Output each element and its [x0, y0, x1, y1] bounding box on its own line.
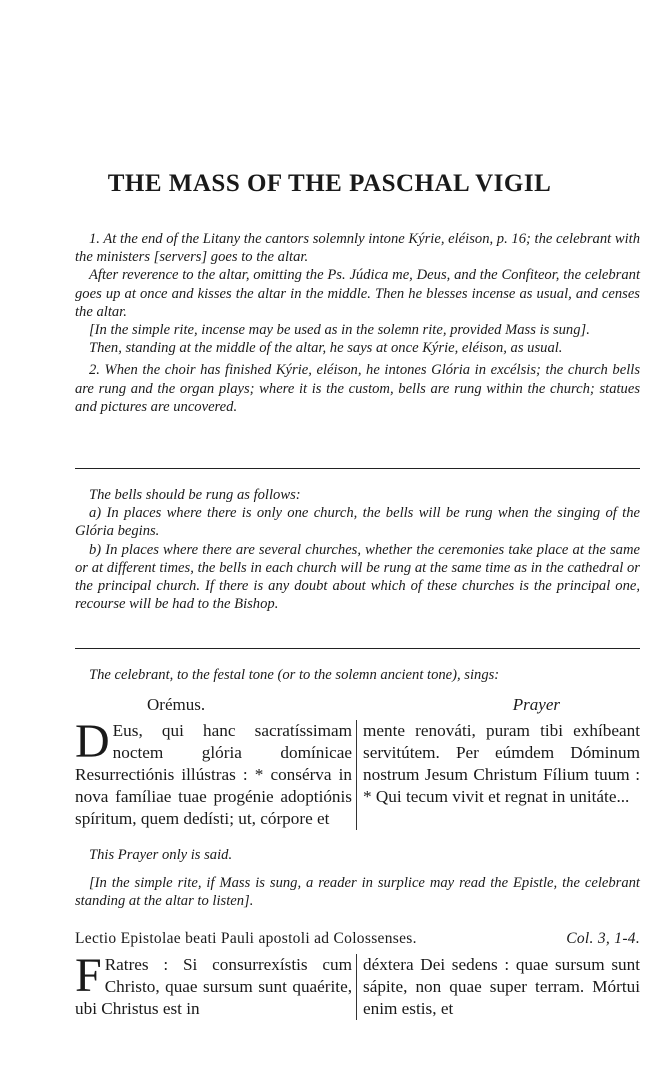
- rubric-paragraph-1: 1. At the end of the Litany the cantors solemnly intone Kýrie, eléison, p. 16; the celebrant with the ministers [servers] goes to the altar.: [75, 231, 640, 266]
- lectio-title: Lectio Epistolae beati Pauli apostoli ad Colossenses.: [75, 930, 417, 947]
- epistle-right-column: [357, 954, 640, 1020]
- collect-left-column: [75, 715, 357, 830]
- prayer-label: Prayer: [512, 695, 560, 714]
- epistle-columns: [75, 949, 640, 1020]
- bells-item-a: a) In places where there is only one church, the bells will be rung when the singing of the Glória begins.: [75, 505, 640, 540]
- only-prayer-note: This Prayer only is said.: [89, 847, 233, 863]
- rubric-paragraph-2: After reverence to the altar, omitting the Ps. Júdica me, Deus, and the Confiteor, the celebrant goes up at once and kisses the altar in the middle. Then he blesses incense as usual, and censes the altar.: [75, 267, 640, 320]
- collect-right-text: mente renováti, puram tibi exhíbeant servitútem. Per eúmdem Dóminum nostrum Jesum Christum Fílium tuum : * Qui tecum vivit et regnat in unitáte...: [363, 721, 640, 806]
- drop-cap: D: [75, 715, 110, 768]
- after-collect-block: [75, 846, 640, 911]
- page-title: THE MASS OF THE PASCHAL VIGIL: [107, 170, 552, 197]
- collect-right-column: [357, 720, 640, 830]
- lectio-reference: Col. 3, 1-4.: [566, 930, 640, 947]
- simple-rite-note: [In the simple rite, if Mass is sung, a reader in surplice may read the Epistle, the celebrant standing at the altar to listen].: [75, 875, 640, 910]
- rubric-paragraph-3: [In the simple rite, incense may be used as in the solemn rite, provided Mass is sung].: [89, 322, 590, 339]
- collect-left-text: Eus, qui hanc sacratíssimam noctem glória domínicae Resurrectiónis illústras : * consérva in nova famíliae tuae progénie adoptiónis spíritum, quem dedísti; ut, córpore et: [75, 721, 352, 828]
- drop-cap: F: [75, 949, 102, 1002]
- epistle-left-text: Ratres : Si consurrexístis cum Christo, quae sursum sunt quaérite, ubi Christus est in: [75, 955, 352, 1018]
- sings-rubric: The celebrant, to the festal tone (or to the solemn ancient tone), sings:: [89, 667, 500, 683]
- divider-rule: [75, 648, 640, 649]
- epistle-left-column: [75, 949, 357, 1020]
- bells-intro: The bells should be rung as follows:: [89, 487, 301, 503]
- lectio-heading: [75, 928, 640, 950]
- collect-columns: [75, 715, 640, 830]
- oremus-label: Orémus.: [147, 695, 206, 714]
- rubric-paragraph-5: 2. When the choir has finished Kýrie, eléison, he intones Glória in excélsis; the church bells are rung and the organ plays; where it is the custom, bells are rung within the church; statues and pictures are uncovered.: [75, 362, 640, 415]
- bells-item-b: b) In places where there are several churches, whether the ceremonies take place at the same or at different times, the bells in each church will be rung at the same time as in the cathedral or the principal church. If there is any doubt about which of these churches is the principal one, recourse will be had to the Bishop.: [75, 541, 640, 613]
- rubric-paragraph-4: Then, standing at the middle of the altar, he says at once Kýrie, eléison, as usual.: [89, 340, 563, 357]
- sings-rubric-block: [75, 666, 640, 684]
- bells-note: [75, 486, 640, 613]
- epistle-right-text: déxtera Dei sedens : quae sursum sunt sápite, non quae super terram. Mórtui enim estis, et: [363, 955, 640, 1018]
- divider-rule: [75, 468, 640, 469]
- rubrics-block: [75, 230, 640, 416]
